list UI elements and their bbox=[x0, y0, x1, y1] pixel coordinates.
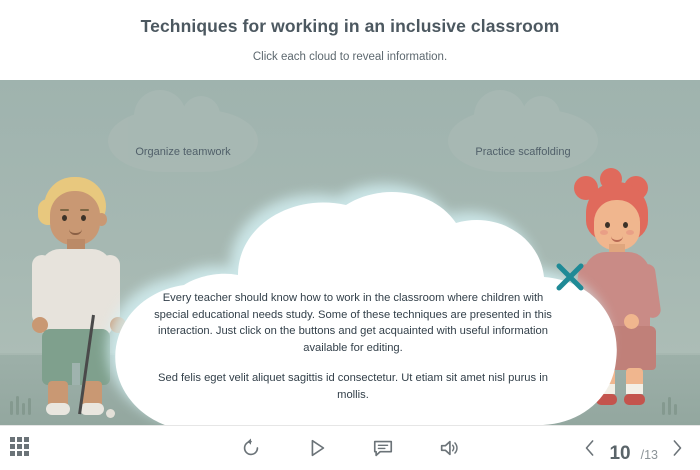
chevron-right-icon[interactable] bbox=[668, 434, 686, 462]
pagination bbox=[581, 434, 686, 468]
slide-header bbox=[0, 0, 700, 80]
cloud-label: Practice scaffolding bbox=[475, 146, 571, 158]
player-bottom-bar bbox=[0, 425, 700, 470]
popup-text bbox=[150, 290, 556, 403]
brow-left bbox=[60, 209, 69, 211]
volume-icon[interactable] bbox=[436, 435, 462, 461]
cloud-shape bbox=[108, 110, 258, 172]
replay-icon[interactable] bbox=[238, 435, 264, 461]
page-title: Techniques for working in an inclusive classroom bbox=[140, 16, 560, 36]
popup-paragraph-2: Sed felis eget velit aliquet sagittis id consectetur. Ut etiam sit amet nisl purus in mollis. bbox=[158, 372, 548, 401]
boy-shoe-left bbox=[46, 403, 70, 415]
illustration-scene bbox=[0, 80, 700, 425]
page-subtitle: Click each cloud to reveal information. bbox=[252, 51, 448, 63]
speech-bubble-icon[interactable] bbox=[370, 435, 396, 461]
cloud-shape bbox=[448, 110, 598, 172]
close-icon[interactable] bbox=[553, 260, 587, 294]
popup-paragraph-1: Every teacher should know how to work in the classroom where children with special educational needs study. Some of these techniques are presented in this interaction. Just click on the buttons and get acquainted with useful information available for editing. bbox=[154, 292, 552, 354]
cloud-label: Organize teamwork bbox=[135, 146, 231, 158]
cloud-button-practice-scaffolding[interactable] bbox=[448, 110, 598, 172]
cloud-button-organize-teamwork[interactable] bbox=[108, 110, 258, 172]
page-total: /13 bbox=[640, 448, 658, 462]
chevron-left-icon[interactable] bbox=[581, 434, 599, 462]
page-current: 10 bbox=[609, 443, 631, 464]
info-popup-cloud bbox=[88, 185, 618, 425]
eye-left bbox=[62, 215, 67, 221]
play-icon[interactable] bbox=[304, 435, 330, 461]
